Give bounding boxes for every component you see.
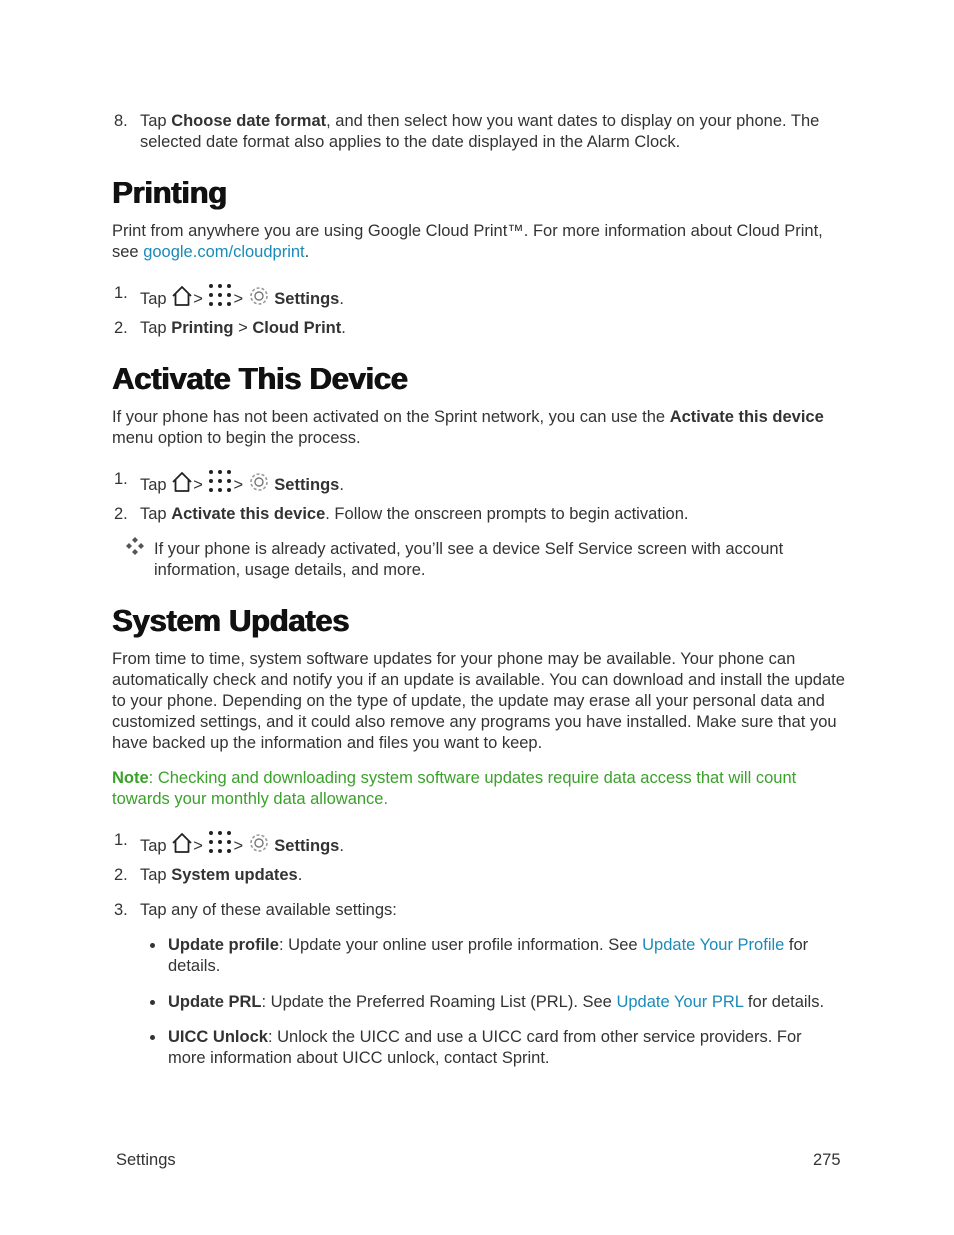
- bullet-dot: [150, 1035, 155, 1040]
- step-number: 3.: [114, 901, 128, 919]
- apps-grid-icon: [207, 469, 233, 493]
- settings-gear-icon: [248, 832, 270, 854]
- choose-date-format-label: Choose date format: [171, 112, 327, 130]
- settings-gear-icon: [248, 285, 270, 307]
- step-number: 2.: [114, 505, 128, 523]
- step-number: 2.: [114, 866, 128, 884]
- settings-label: Settings: [274, 290, 340, 308]
- home-icon: [171, 832, 193, 854]
- uicc-unlock-label: UICC Unlock: [168, 1028, 268, 1046]
- apps-grid-icon: [207, 830, 233, 854]
- step-text: Tap > > Settings.: [140, 283, 840, 310]
- note-label: Note: [112, 769, 149, 787]
- footer-section-name: Settings: [116, 1151, 176, 1169]
- step-text: Tap Choose date format, and then select how you want dates to display on your phone. The selected date format also applies to the date displayed in the Alarm Clock.: [140, 112, 820, 151]
- update-profile-label: Update profile: [168, 936, 279, 954]
- system-updates-note: Note: Checking and downloading system software updates require data access that will count towards your monthly data allowance.: [112, 769, 797, 808]
- system-updates-intro: From time to time, system software updates for your phone may be available. Your phone can automatically check and notify you if an update is available. You can download and install the update to your phone. Depending on the type of update, the update may erase all your personal data and customized settings, and it could also remove any programs you have installed. Make sure that you have backed up the information and files you want to keep.: [112, 650, 845, 752]
- system-updates-heading: System Updates: [112, 603, 350, 638]
- settings-label: Settings: [274, 476, 340, 494]
- home-icon: [171, 471, 193, 493]
- step-text: Tap Activate this device. Follow the onscreen prompts to begin activation.: [140, 505, 689, 523]
- step-text: Tap Printing > Cloud Print.: [140, 319, 346, 337]
- printing-label: Printing: [171, 319, 234, 337]
- printing-intro: Print from anywhere you are using Google Cloud Print™. For more information about Cloud Print, see google.com/cloudprint.: [112, 222, 823, 261]
- update-prl-label: Update PRL: [168, 993, 262, 1011]
- step-number: 8.: [114, 112, 128, 130]
- activate-intro: If your phone has not been activated on the Sprint network, you can use the Activate this device menu option to begin the process.: [112, 408, 824, 447]
- step-text: Tap any of these available settings:: [140, 901, 397, 919]
- update-your-prl-link[interactable]: Update Your PRL: [616, 993, 744, 1011]
- update-your-profile-link[interactable]: Update Your Profile: [642, 936, 785, 954]
- activate-tip: If your phone is already activated, you’ll see a device Self Service screen with account information, usage details, and more.: [154, 540, 784, 579]
- step-number: 2.: [114, 319, 128, 337]
- apps-grid-icon: [207, 283, 233, 307]
- home-icon: [171, 285, 193, 307]
- printing-heading: Printing: [112, 175, 227, 210]
- step-number: 1.: [114, 831, 128, 849]
- bullet-dot: [150, 1000, 155, 1005]
- cloudprint-link[interactable]: google.com/cloudprint: [143, 243, 305, 261]
- step-text: Tap > > Settings.: [140, 469, 840, 496]
- activate-this-device-label: Activate this device: [171, 505, 326, 523]
- settings-gear-icon: [248, 471, 270, 493]
- diamond-bullet-icon: [126, 537, 144, 555]
- cloud-print-label: Cloud Print: [252, 319, 342, 337]
- bullet-dot: [150, 943, 155, 948]
- step-number: 1.: [114, 284, 128, 302]
- step-number: 1.: [114, 470, 128, 488]
- step-text: Tap > > Settings.: [140, 830, 840, 857]
- activate-heading: Activate This Device: [112, 361, 408, 396]
- footer-page-number: 275: [813, 1151, 841, 1169]
- system-updates-label: System updates: [171, 866, 298, 884]
- settings-label: Settings: [274, 837, 340, 855]
- step-text: Tap System updates.: [140, 866, 303, 884]
